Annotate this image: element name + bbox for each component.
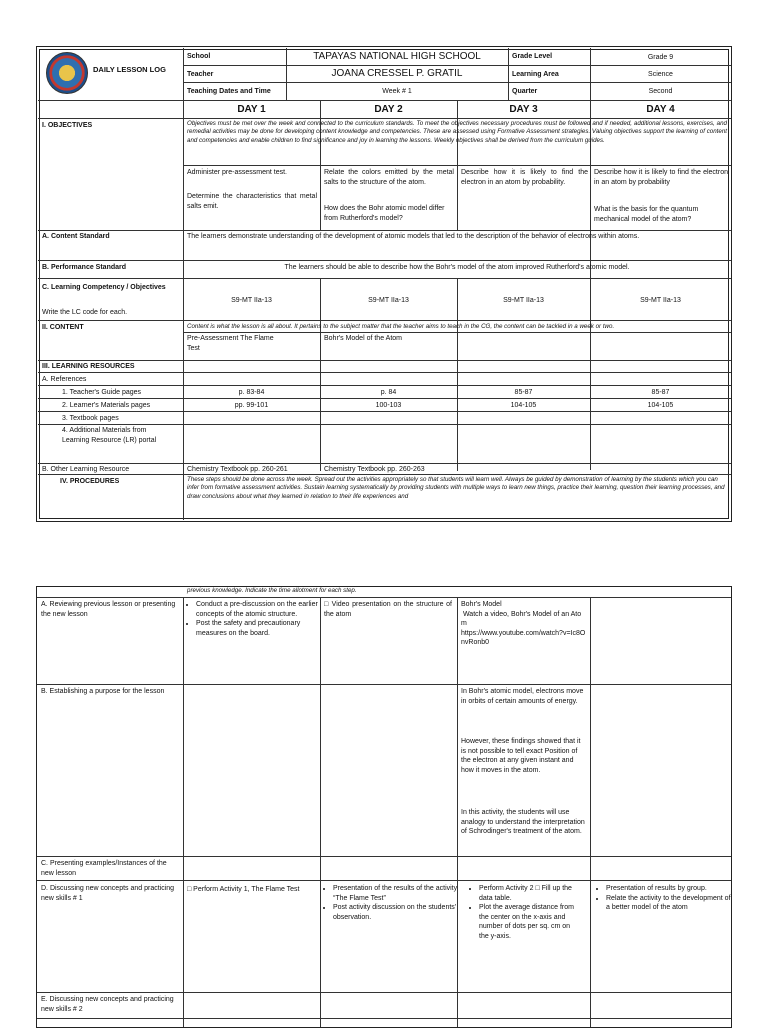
lm-day1: pp. 99-101 [234, 402, 269, 409]
proc-d-day2-item: • Presentation of the results of the activity “The Flame Test” [333, 884, 461, 903]
quarter-value: Second [648, 88, 673, 95]
lm-day2: 100-103 [375, 402, 402, 409]
procedures-note: These steps should be done across the week. Spread out the activities appropriately so that students will learn well. Always be guided by demonstration of learning by the students which you can infer from formative assessment activities. Sustain learning systematically by providing students with multiple ways to learn new things, practice their learning, question their learning processes, and draw conclusions about what they learned in relation to their life experiences and [187, 476, 725, 500]
tg-day2: p. 84 [380, 389, 397, 396]
proc-d-day2-item: • Post activity discussion on the students' observation. [333, 903, 461, 922]
proc-b-day3-p2: However, these findings showed that it is not possible to tell exact Position of the electron at any given instant and how it moves in the atom. [461, 738, 581, 774]
proc-d-day3-item: • Plot the average distance from the center on the x-axis and number of dots per sq. cm on the y-axis. [479, 903, 579, 941]
content-standard-text: The learners demonstrate understanding of the development of atomic models that led to the description of the behavior of electrons within atoms. [187, 233, 640, 240]
proc-d-day3-item: • Perform Activity 2 □ Fill up the data table. [479, 884, 579, 903]
week-value: Week # 1 [382, 88, 412, 95]
day-4-header: DAY 4 [646, 104, 675, 115]
obj-day2-b: How does the Bohr atomic model differ from Rutherford's model? [324, 205, 445, 222]
proc-d-day1: □ Perform Activity 1, The Flame Test [187, 886, 300, 893]
proc-d-day3-list [470, 884, 579, 942]
proc-b-day3-p1: In Bohr's atomic model, electrons move in orbits of certain amounts of energy. [461, 688, 584, 705]
proc-a-day1-item: • Post the safety and precautionary measures on the board. [196, 619, 324, 638]
additional-materials-label: 4. Additional Materials from Learning Resource (LR) portal [62, 427, 157, 444]
teacher-label: Teacher [187, 71, 214, 78]
proc-e-label: E. Discussing new concepts and practicing new skills # 2 [41, 996, 174, 1013]
obj-day1-b: Determine the characteristics that metal salts emit. [187, 193, 317, 210]
lm-label: 2. Learner's Materials pages [62, 402, 151, 409]
objectives-label: I. OBJECTIVES [42, 122, 93, 129]
day-3-header: DAY 3 [509, 104, 538, 115]
day-1-header: DAY 1 [237, 104, 266, 115]
performance-standard-label: B. Performance Standard [42, 264, 127, 271]
content-note: Content is what the lesson is all about. It pertains to the subject matter that the teacher aims to teach in the CG, the content can be tackled in a week or two. [187, 323, 615, 330]
proc-d-day4-list [597, 884, 736, 913]
tg-day4: 85-87 [651, 389, 670, 396]
dates-label: Teaching Dates and Time [187, 88, 271, 95]
grade-level-label: Grade Level [512, 53, 553, 60]
proc-c-label: C. Presenting examples/Instances of the new lesson [41, 860, 167, 877]
lm-day3: 104-105 [510, 402, 537, 409]
content-day2: Bohr's Model of the Atom [324, 335, 402, 342]
performance-standard-text: The learners should be able to describe how the Bohr's model of the atom improved Rutherford's atomic model. [284, 264, 630, 271]
teacher-name: JOANA CRESSEL P. GRATIL [331, 68, 463, 79]
proc-a-day3: Bohr's Model Watch a video, Bohr's Model of an Atom https://www.youtube.com/watch?v=Ic8OnvRonb0 [461, 601, 586, 647]
proc-d-day4-item: • Relate the activity to the development of a better model of the atom [606, 894, 736, 913]
grade-value: Grade 9 [647, 54, 674, 61]
other-resource-label: B. Other Learning Resource [42, 466, 130, 473]
school-name: TAPAYAS NATIONAL HIGH SCHOOL [313, 51, 481, 62]
procedures-note-cont: previous knowledge. Indicate the time allotment for each step. [187, 587, 357, 594]
content-standard-label: A. Content Standard [42, 233, 110, 240]
proc-d-day2-list [324, 884, 461, 922]
lc-code-day1: S9-MT IIa-13 [231, 297, 272, 304]
proc-a-day1-list [187, 600, 324, 638]
proc-b-day3-p3: In this activity, the students will use analogy to understand the interpretation of Schrodinger's treatment of the atom. [461, 809, 585, 836]
quarter-label: Quarter [512, 88, 538, 95]
obj-day4-b: What is the basis for the quantum mechanical model of the atom? [594, 206, 699, 223]
lc-code-day4: S9-MT IIa-13 [640, 297, 681, 304]
other-resource-day1: Chemistry Textbook pp. 260-261 [187, 466, 288, 473]
learning-area-value: Science [648, 71, 673, 78]
tg-day3: 85-87 [514, 389, 533, 396]
dll-title: DAILY LESSON LOG [93, 65, 166, 74]
textbook-label: 3. Textbook pages [62, 415, 119, 422]
objectives-note: Objectives must be met over the week and connected to the curriculum standards. To meet the objectives necessary procedures must be followed and if needed, additional lessons, exercises, and remedial activities may be done for developing content knowledge and competencies. These are assessed using Formative Assessment strategies. Valuing objectives support the learning of content and competencies and enable children to find significance and joy in learning the lessons. Weekly objectives shall be derived from the curriculum guides. [187, 120, 727, 144]
proc-a-label: A. Reviewing previous lesson or presenting the new lesson [41, 601, 176, 618]
proc-a-day2: □ Video presentation on the structure of the atom [324, 601, 452, 618]
proc-a-day1-item: • Conduct a pre-discussion on the earlier concepts of the atomic structure. [196, 600, 324, 619]
proc-d-day4-item: • Presentation of results by group. [606, 884, 736, 894]
resources-label: III. LEARNING RESOURCES [42, 363, 135, 370]
obj-day3: Describe how it is likely to find the electron in an atom by probability. [461, 169, 588, 186]
learning-area-label: Learning Area [512, 71, 559, 78]
school-label: School [187, 53, 211, 60]
obj-day1-a: Administer pre-assessment test. [187, 169, 287, 176]
school-seal-logo [46, 52, 88, 94]
procedures-label: IV. PROCEDURES [60, 478, 120, 485]
day-2-header: DAY 2 [374, 104, 403, 115]
obj-day2-a: Relate the colors emitted by the metal salts to the structure of the atom. [324, 169, 454, 186]
tg-day1: p. 83-84 [238, 389, 265, 396]
lc-code-day3: S9-MT IIa-13 [503, 297, 544, 304]
obj-day4-a: Describe how it is likely to find the electron in an atom by probability [594, 169, 728, 186]
tg-label: 1. Teacher's Guide pages [62, 389, 142, 396]
content-day1: Pre-Assessment The Flame Test [187, 335, 274, 352]
lm-day4: 104-105 [647, 402, 674, 409]
references-label: A. References [42, 376, 87, 383]
lc-code-day2: S9-MT IIa-13 [368, 297, 409, 304]
proc-d-label: D. Discussing new concepts and practicing new skills # 1 [41, 885, 175, 902]
competency-label: C. Learning Competency / Objectives [42, 284, 166, 291]
content-label: II. CONTENT [42, 324, 84, 331]
other-resource-day2: Chemistry Textbook pp. 260-263 [324, 466, 425, 473]
competency-note: Write the LC code for each. [42, 309, 128, 316]
proc-b-label: B. Establishing a purpose for the lesson [41, 688, 165, 695]
page-2-frame [36, 586, 732, 1028]
